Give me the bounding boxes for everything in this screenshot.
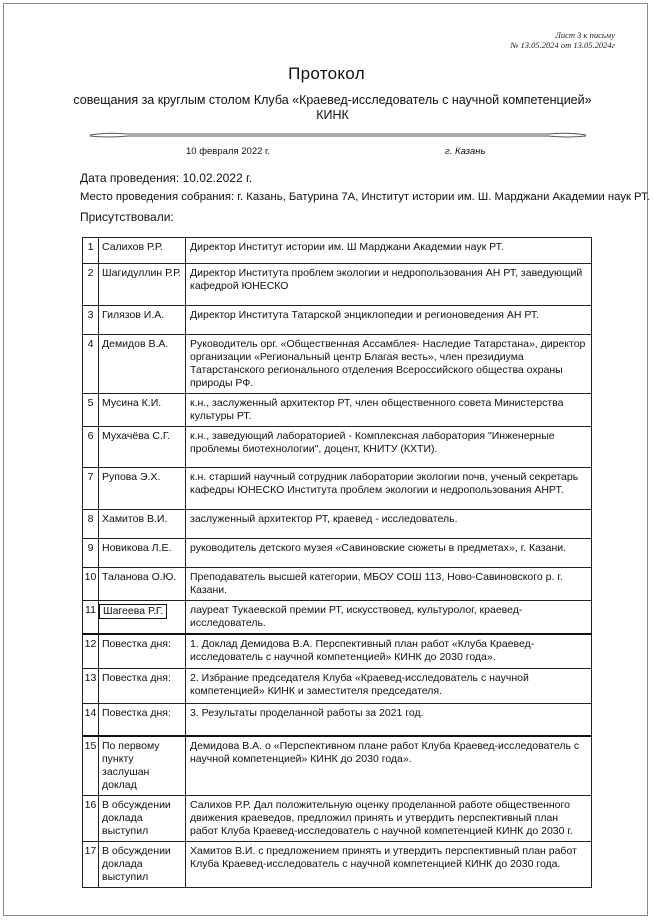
row-name: Мухачёва С.Г. — [99, 427, 186, 468]
meeting-date: 10 февраля 2022 г. — [186, 146, 270, 157]
row-description: Руководитель орг. «Общественная Ассамблея- Наследие Татарстана», директор организации «Региональный центр Благая весть», член президиума Татарстанского регионального отделения Всероссийского общества охраны природы РФ. — [186, 335, 592, 394]
table-row — [83, 568, 592, 601]
row-name: Рупова Э.Х. — [99, 468, 186, 510]
row-number: 14 — [83, 703, 99, 736]
table-row — [83, 306, 592, 335]
table-row — [83, 510, 592, 539]
row-description: к.н., заслуженный архитектор РТ, член общественного совета Министерства культуры РТ. — [186, 394, 592, 427]
row-name: Мусина К.И. — [99, 394, 186, 427]
table-row — [83, 468, 592, 510]
row-description: лауреат Тукаевской премии РТ, искусствовед, культуролог, краевед-исследователь. — [186, 601, 592, 635]
meeting-place-line: Место проведения собрания: г. Казань, Батурина 7А, Институт истории им. Ш. Марджани Академии наук РТ. — [80, 191, 650, 203]
row-name-highlighted: Шагеева Р.Г. — [99, 604, 167, 619]
row-name — [99, 601, 186, 635]
row-name: По первому пункту заслушан доклад — [99, 736, 186, 796]
row-description: к.н. старший научный сотрудник лаборатории экологии почв, ученый секретарь кафедры ЮНЕСКО Института проблем экологии и недропользования АНРТ. — [186, 468, 592, 510]
present-label: Присутствовали: — [80, 210, 174, 224]
row-number: 7 — [83, 468, 99, 510]
row-number: 2 — [83, 264, 99, 306]
row-name: Гилязов И.А. — [99, 306, 186, 335]
table-row — [83, 264, 592, 306]
row-description: руководитель детского музея «Савиновские сюжеты в предметах», г. Казани. — [186, 539, 592, 568]
row-description: 1. Доклад Демидова В.А. Перспективный план работ «Клуба Краевед-исследователь с научной компетенцией» КИНК до 2030 года». — [186, 634, 592, 668]
row-description: Директор Института проблем экологии и недропользования АН РТ, заведующий кафедрой ЮНЕСКО — [186, 264, 592, 306]
row-number: 11 — [83, 601, 99, 635]
table-row — [83, 668, 592, 703]
row-number: 10 — [83, 568, 99, 601]
row-name: Салихов Р.Р. — [99, 238, 186, 264]
table-row — [83, 634, 592, 668]
meeting-city: г. Казань — [445, 146, 486, 157]
document-subtitle: совещания за круглым столом Клуба «Краевед-исследователь с научной компетенцией» КИНК — [73, 93, 592, 122]
row-description: Салихов Р.Р. Дал положительную оценку проделанной работе общественного движения краеведов, предложил принять и утвердить перспективный план работ Клуба Краевед-исследователь с научной компетенцией КИНК до 2030 г. — [186, 796, 592, 842]
table-row — [83, 601, 592, 635]
table-row — [83, 842, 592, 888]
row-description: Хамитов В.И. с предложением принять и утвердить перспективный план работ Клуба Краевед-исследователь с научной компетенцией КИНК до 2030 года. — [186, 842, 592, 888]
row-number: 4 — [83, 335, 99, 394]
row-description: Директор Института Татарской энциклопедии и регионоведения АН РТ. — [186, 306, 592, 335]
table-row — [83, 335, 592, 394]
row-name: Шагидуллин Р.Р. — [99, 264, 186, 306]
row-number: 15 — [83, 736, 99, 796]
row-number: 6 — [83, 427, 99, 468]
attendees-table — [82, 237, 592, 888]
row-description: к.н., заведующий лабораторией - Комплексная лаборатория "Инженерные проблемы биотехнологии", доцент, КНИТУ (КХТИ). — [186, 427, 592, 468]
row-name: В обсуждении доклада выступил — [99, 796, 186, 842]
attachment-note-line2: № 13.05.2024 от 13.05.2024г — [510, 40, 615, 50]
row-name: Хамитов В.И. — [99, 510, 186, 539]
row-description: Демидова В.А. о «Перспективном плане работ Клуба Краевед-исследователь с научной компетенцией» КИНК до 2030 года». — [186, 736, 592, 796]
row-number: 5 — [83, 394, 99, 427]
attachment-note — [510, 30, 615, 50]
row-name: Новикова Л.Е. — [99, 539, 186, 568]
row-number: 13 — [83, 668, 99, 703]
document-title: Протокол — [288, 64, 365, 83]
table-row — [83, 539, 592, 568]
table-row — [83, 427, 592, 468]
row-description: заслуженный архитектор РТ, краевед - исследователь. — [186, 510, 592, 539]
row-number: 1 — [83, 238, 99, 264]
table-row — [83, 736, 592, 796]
row-description: Директор Институт истории им. Ш Марджани Академии наук РТ. — [186, 238, 592, 264]
row-number: 16 — [83, 796, 99, 842]
row-name: Таланова О.Ю. — [99, 568, 186, 601]
row-name: Демидов В.А. — [99, 335, 186, 394]
attachment-note-line1: Лист 3 к письму — [555, 30, 615, 40]
row-number: 8 — [83, 510, 99, 539]
row-name: Повестка дня: — [99, 634, 186, 668]
row-number: 9 — [83, 539, 99, 568]
row-description: Преподаватель высшей категории, МБОУ СОШ 113, Ново-Савиновского р. г. Казани. — [186, 568, 592, 601]
row-description: 3. Результаты проделанной работы за 2021 год. — [186, 703, 592, 736]
row-name: В обсуждении доклада выступил — [99, 842, 186, 888]
table-row — [83, 394, 592, 427]
table-row — [83, 796, 592, 842]
row-name: Повестка дня: — [99, 703, 186, 736]
table-row — [83, 238, 592, 264]
row-number: 3 — [83, 306, 99, 335]
meeting-date-line: Дата проведения: 10.02.2022 г. — [80, 171, 253, 185]
table-row — [83, 703, 592, 736]
decorative-divider — [88, 130, 588, 140]
row-description: 2. Избрание председателя Клуба «Краевед-исследователь с научной компетенцией» КИНК и заместителя председателя. — [186, 668, 592, 703]
row-number: 12 — [83, 634, 99, 668]
row-number: 17 — [83, 842, 99, 888]
row-name: Повестка дня: — [99, 668, 186, 703]
